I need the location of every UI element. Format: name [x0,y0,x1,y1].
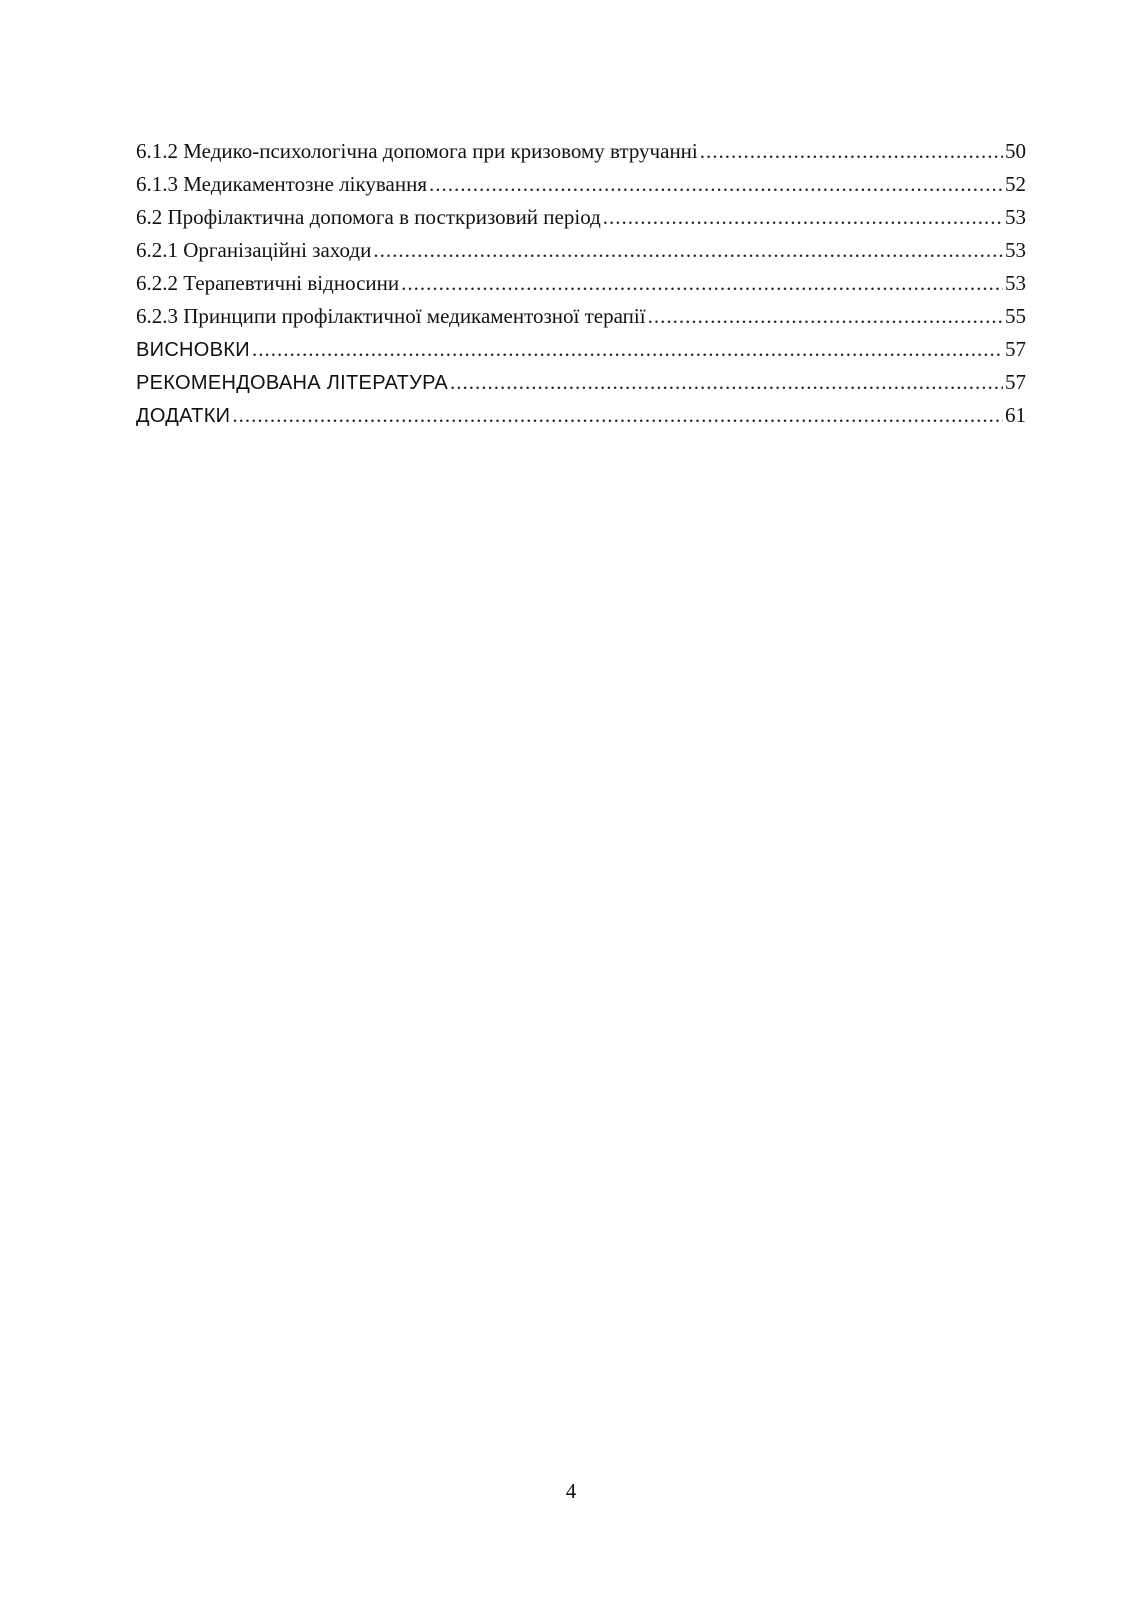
toc-entry-title: 6.2.1 Організаційні заходи [136,238,372,262]
toc-entry-page: 57 [1005,337,1026,361]
toc-entry-page: 57 [1005,370,1026,394]
toc-entry-page: 55 [1005,304,1026,328]
toc-entry [136,234,1026,267]
toc-entry-title: 6.2.2 Терапевтичні відносини [136,271,400,295]
toc-entry-title: 6.1.2 Медико-психологічна допомога при кризовому втручанні [136,139,698,163]
toc-entry [136,267,1026,300]
toc-entry-page: 53 [1005,271,1026,295]
dot-leader [429,168,1003,201]
dot-leader [401,267,1003,300]
dot-leader [373,234,1003,267]
toc-entry-title: 6.2 Профілактична допомога в посткризовий період [136,205,601,229]
toc-entry-page: 53 [1005,205,1026,229]
toc-entry-page: 61 [1005,403,1026,427]
toc-entry-page: 52 [1005,172,1026,196]
toc-entry-title: ВИСНОВКИ [136,339,250,361]
toc-entry [136,201,1026,234]
toc-entry-page: 53 [1005,238,1026,262]
toc-entry-title: ДОДАТКИ [136,405,231,427]
toc-entry [136,300,1026,333]
toc-entry [136,366,1026,399]
toc-entry-title: 6.2.3 Принципи профілактичної медикаментозної терапії [136,304,646,328]
dot-leader [648,300,1003,333]
toc-entry [136,399,1026,432]
dot-leader [700,135,1003,168]
toc-entry-page: 50 [1005,139,1026,163]
dot-leader [232,399,1003,432]
dot-leader [450,366,1003,399]
toc-entry [136,333,1026,366]
table-of-contents [136,135,1026,432]
page-number: 4 [565,1479,577,1503]
dot-leader [252,333,1003,366]
dot-leader [603,201,1003,234]
toc-entry-title: 6.1.3 Медикаментозне лікування [136,172,427,196]
toc-entry [136,135,1026,168]
toc-entry-title: РЕКОМЕНДОВАНА ЛІТЕРАТУРА [136,372,449,394]
toc-entry [136,168,1026,201]
